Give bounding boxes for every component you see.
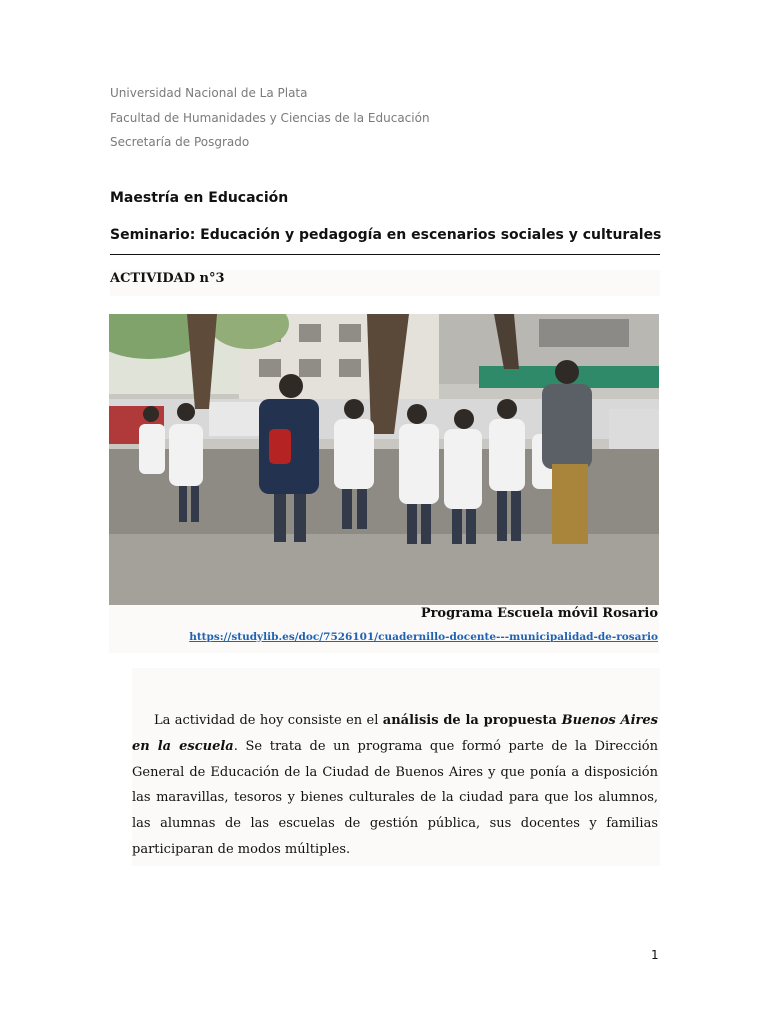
school-group-photo <box>109 314 659 605</box>
source-link[interactable]: https://studylib.es/doc/7526101/cuadernillo-docente---municipalidad-de-rosario <box>189 631 658 643</box>
page-number: 1 <box>651 948 659 962</box>
master-title: Maestría en Educación <box>110 190 289 206</box>
paragraph-emphasis: análisis de la propuesta <box>382 713 562 728</box>
title-divider <box>110 254 660 255</box>
university-name: Universidad Nacional de La Plata <box>110 86 308 100</box>
paragraph-intro: La actividad de hoy consiste en el <box>154 713 383 728</box>
secretariat-name: Secretaría de Posgrado <box>110 135 250 149</box>
program-name: Buenos Aires en la escuela <box>132 713 658 754</box>
faculty-name: Facultad de Humanidades y Ciencias de la Educación <box>110 111 430 125</box>
activity-paragraph <box>132 708 658 863</box>
activity-title: ACTIVIDAD n°3 <box>110 271 225 286</box>
figure-caption: Programa Escuela móvil Rosario <box>420 606 658 621</box>
paragraph-rest: . Se trata de un programa que formó parte de la Dirección General de Educación de la Ciudad de Buenos Aires y que ponía a disposición las maravillas, tesoros y bienes culturales de la ciudad para que los alumnos, las alumnas de las escuelas de gestión pública, sus docentes y familias participaran de modos múltiples. <box>132 738 658 857</box>
seminar-title: Seminario: Educación y pedagogía en escenarios sociales y culturales <box>110 227 662 243</box>
